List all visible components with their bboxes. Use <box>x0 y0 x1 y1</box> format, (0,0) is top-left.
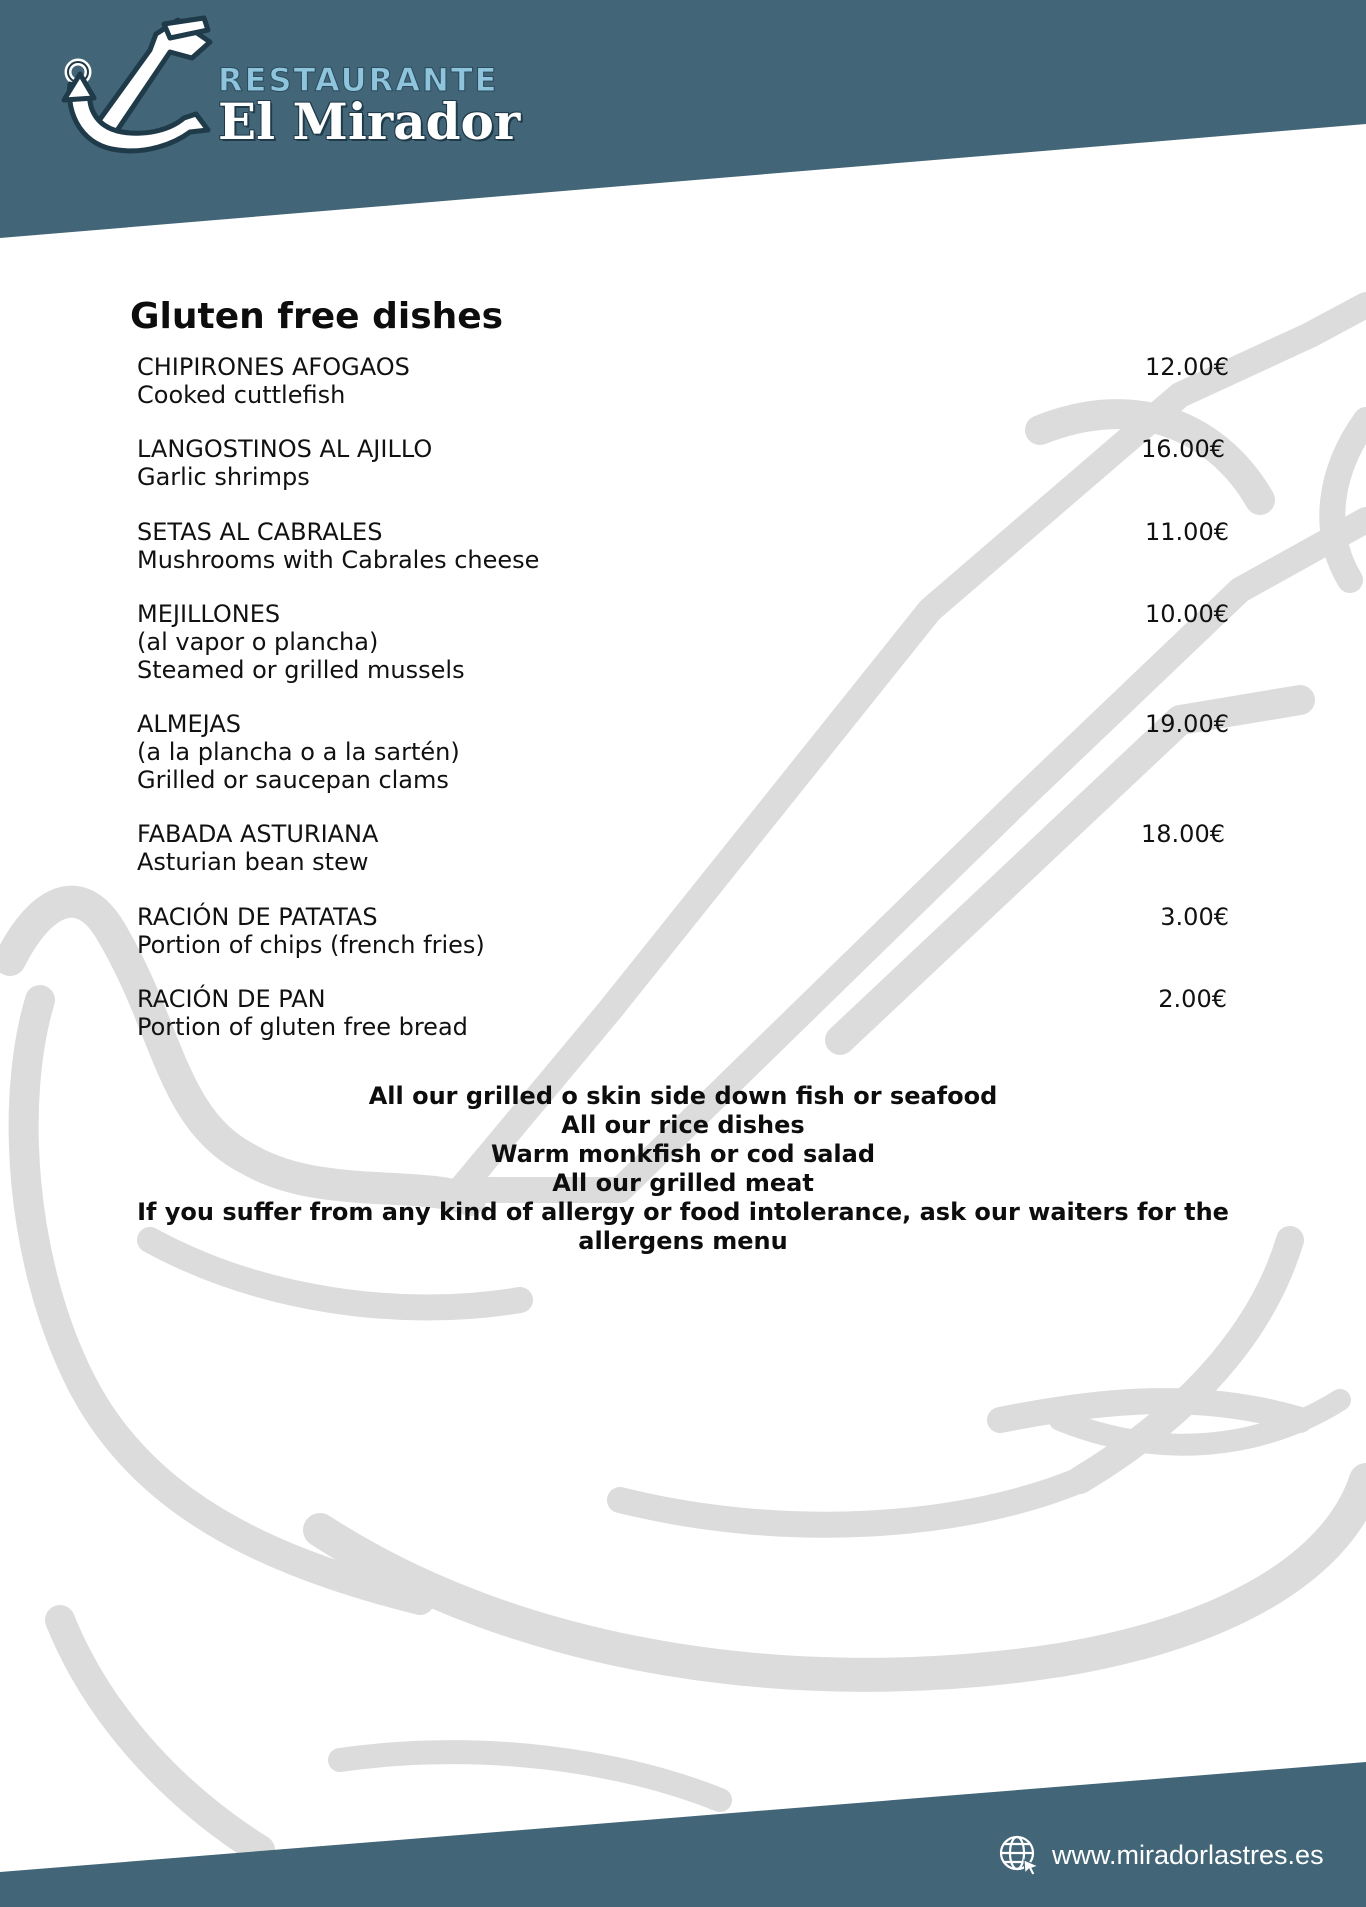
dish-description: Portion of gluten free bread <box>137 1013 468 1041</box>
logo-main-text: El Mirador <box>218 92 521 151</box>
globe-icon <box>998 1834 1040 1876</box>
dish-description: Cooked cuttlefish <box>137 381 346 409</box>
dish-name: SETAS AL CABRALES <box>137 518 383 546</box>
dish-description: Asturian bean stew <box>137 848 369 876</box>
note-line: All our grilled meat <box>552 1169 814 1197</box>
dish-name: MEJILLONES <box>137 600 281 628</box>
restaurant-logo <box>58 14 578 164</box>
note-line: Warm monkfish or cod salad <box>490 1140 876 1168</box>
dish-price: 10.00€ <box>1145 600 1229 628</box>
dish-description: Steamed or grilled mussels <box>137 656 465 684</box>
menu-item <box>137 985 1229 1045</box>
dish-price: 18.00€ <box>1141 820 1225 848</box>
dish-name: LANGOSTINOS AL AJILLO <box>137 435 433 463</box>
dish-price: 16.00€ <box>1141 435 1225 463</box>
dish-price: 12.00€ <box>1145 353 1229 381</box>
menu-item <box>137 435 1229 518</box>
menu-item <box>137 903 1229 985</box>
dish-description: Garlic shrimps <box>137 463 310 491</box>
website-link[interactable] <box>998 1833 1324 1877</box>
allergy-note: If you suffer from any kind of allergy or food intolerance, ask our waiters for the allergens menu <box>137 1198 1229 1255</box>
gluten-free-notes <box>130 1082 1236 1256</box>
menu-item <box>137 710 1229 820</box>
logo-top-text: RESTAURANTE <box>218 61 499 99</box>
dish-price: 19.00€ <box>1145 710 1229 738</box>
dish-price: 3.00€ <box>1160 903 1229 931</box>
section-title: Gluten free dishes <box>130 296 504 337</box>
dish-description: Mushrooms with Cabrales cheese <box>137 546 540 574</box>
dish-description: Grilled or saucepan clams <box>137 766 449 794</box>
dish-name: RACIÓN DE PATATAS <box>137 903 378 931</box>
website-text[interactable]: www.miradorlastres.es <box>1052 1839 1324 1870</box>
menu-list <box>137 353 1229 1045</box>
dish-description: Portion of chips (french fries) <box>137 931 485 959</box>
menu-item <box>137 353 1229 435</box>
dish-description: (a la plancha o a la sartén) <box>137 738 460 766</box>
dish-description: (al vapor o plancha) <box>137 628 379 656</box>
menu-item <box>137 518 1229 600</box>
dish-name: RACIÓN DE PAN <box>137 985 326 1013</box>
note-line: All our rice dishes <box>561 1111 805 1139</box>
note-line: All our grilled o skin side down fish or seafood <box>368 1082 998 1110</box>
menu-item <box>137 600 1229 710</box>
anchor-icon <box>58 14 218 164</box>
menu-item <box>137 820 1229 903</box>
dish-name: CHIPIRONES AFOGAOS <box>137 353 410 381</box>
dish-name: ALMEJAS <box>137 710 241 738</box>
dish-price: 2.00€ <box>1158 985 1227 1013</box>
dish-name: FABADA ASTURIANA <box>137 820 379 848</box>
dish-price: 11.00€ <box>1145 518 1229 546</box>
